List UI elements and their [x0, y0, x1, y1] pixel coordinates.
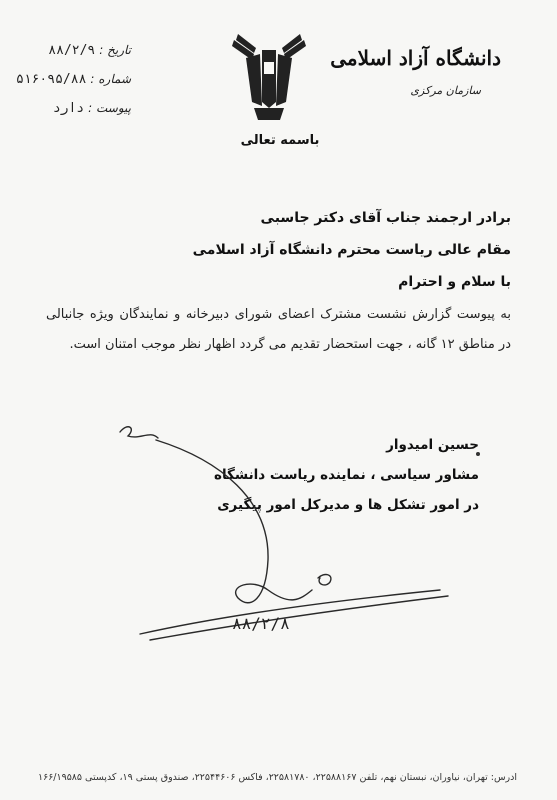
signer-title-2: در امور تشکل ها و مدیرکل امور پیگیری — [217, 497, 479, 513]
number-value: ۵۱۶۰۹۵/۸۸ — [15, 72, 87, 87]
organization-name: دانشگاه آزاد اسلامی — [330, 46, 501, 70]
university-emblem-icon — [232, 32, 306, 122]
recipient-line-2: مقام عالی ریاست محترم دانشگاه آزاد اسلامی — [192, 242, 511, 258]
attachment-value: دارد — [52, 101, 85, 116]
recipient-block — [193, 202, 511, 298]
greeting: با سلام و احترام — [398, 274, 511, 290]
signature-block — [214, 430, 479, 520]
date-label: تاریخ : — [99, 43, 131, 57]
basmeh: باسمه تعالی — [240, 133, 320, 148]
date-line — [6, 36, 131, 65]
footer-address: آدرس: تهران، نیاوران، نبستان نهم، تلفن ۲۲۵۸۸۱۶۷، ۲۲۵۸۱۷۸۰، فاکس ۲۲۵۴۴۶۰۶، صندوق پستی ۱۹، کدپستی ۱۶۶/۱۹۵۸۵ — [37, 772, 517, 783]
number-label: شماره : — [90, 72, 131, 86]
reference-block — [6, 36, 131, 123]
date-value: ۸۸/۲/۹ — [48, 43, 96, 58]
letter-body: به پیوست گزارش نشست مشترک اعضای شورای دبیرخانه و نمایندگان ویژه جانبالی در مناطق ۱۲ گانه ، جهت استحضار تقدیم می گردد اظهار نظر موجب امتنان است. — [46, 307, 511, 352]
signer-title-1: مشاور سیاسی ، نماینده ریاست دانشگاه — [213, 467, 479, 483]
signer-name: حسین امیدوار — [386, 437, 479, 453]
organization-header — [330, 46, 501, 97]
university-logo — [232, 32, 306, 122]
attachment-label: پیوست : — [88, 101, 131, 115]
recipient-line-1: برادر ارجمند جناب آقای دکتر جاسبی — [260, 210, 511, 226]
handwritten-date: ۸۸/۲/۸ — [232, 614, 290, 633]
attachment-line — [6, 94, 131, 123]
organization-subtitle: سازمان مرکزی — [410, 84, 481, 97]
number-line — [6, 65, 131, 94]
